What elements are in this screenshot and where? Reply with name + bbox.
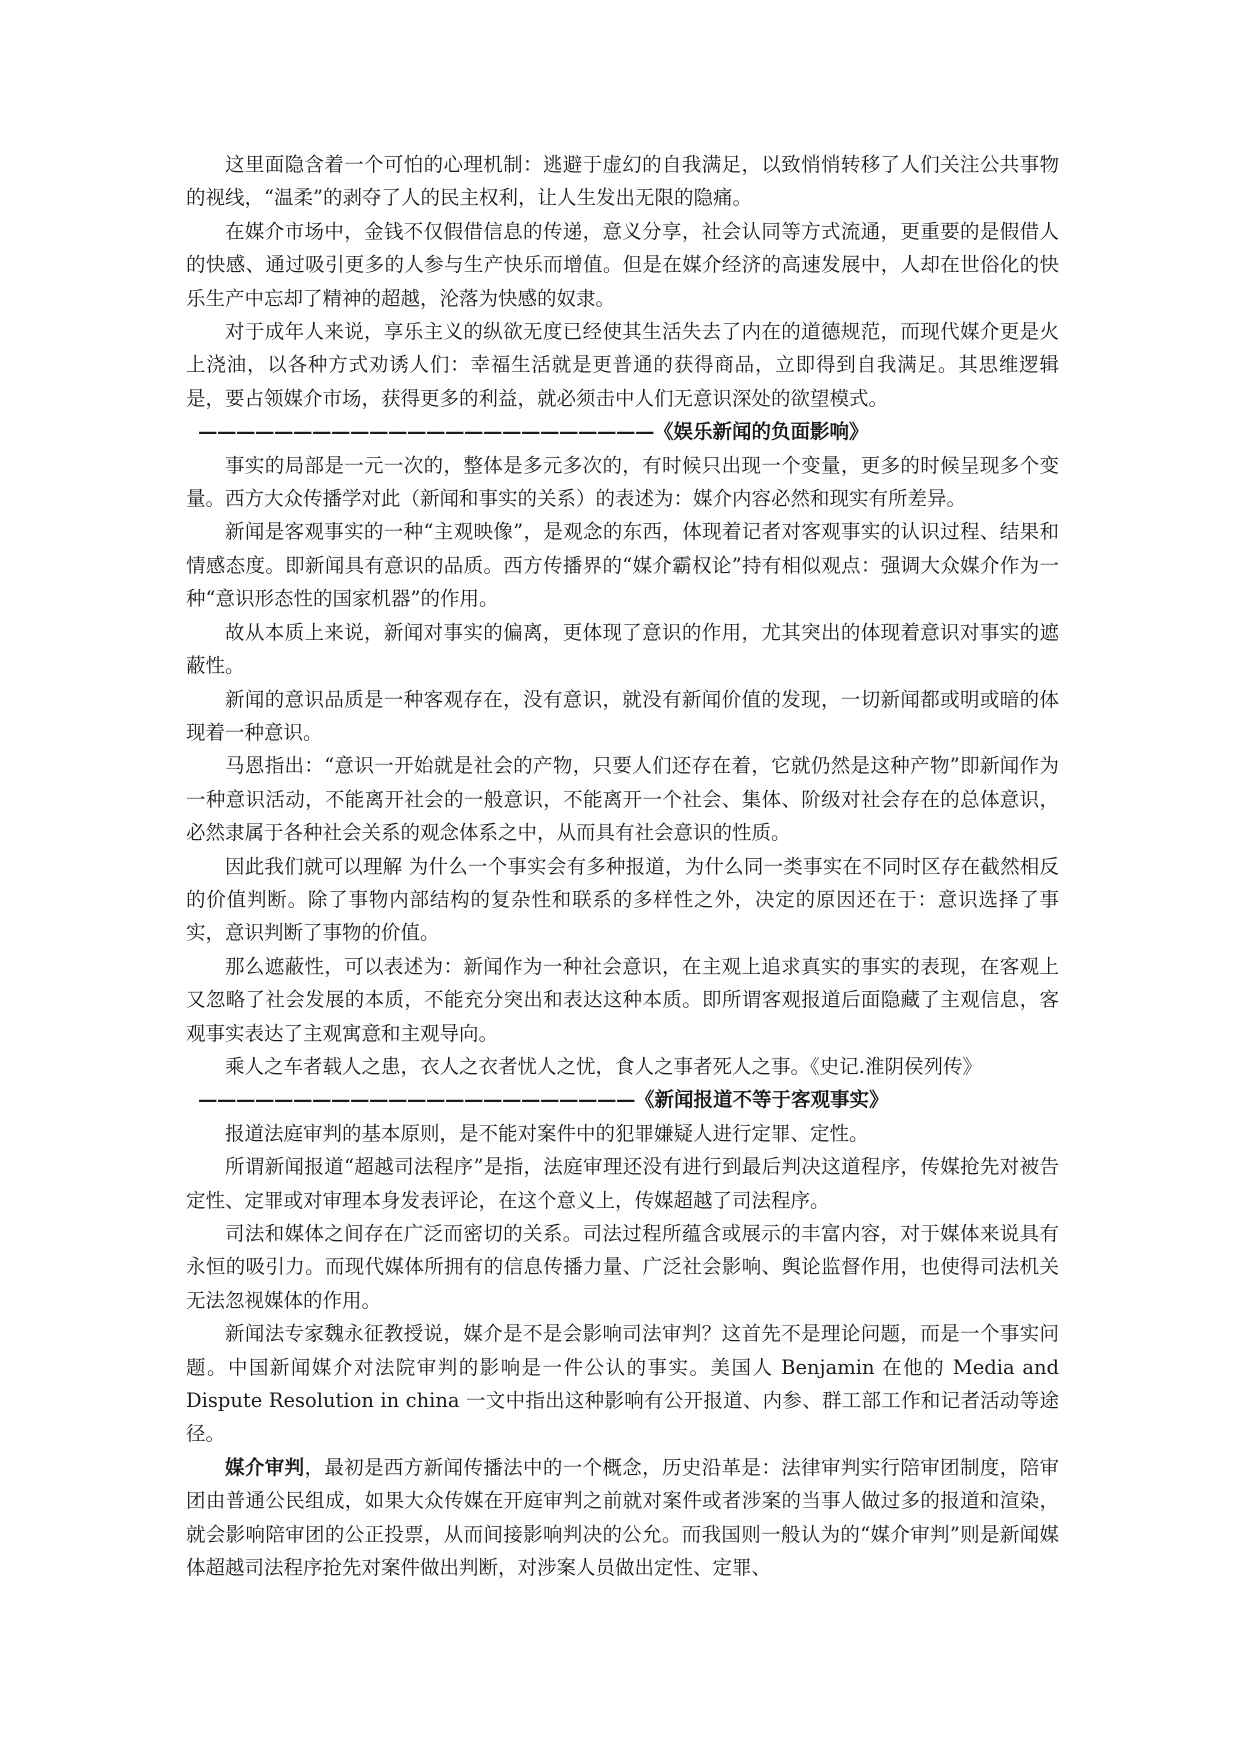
paragraph: 司法和媒体之间存在广泛而密切的关系。司法过程所蕴含或展示的丰富内容，对于媒体来说具有永恒的吸引力。而现代媒体所拥有的信息传播力量、广泛社会影响、舆论监督作用，也使得司法机关无法忽视媒体的作用。 [186,1222,1059,1312]
paragraph: 那么遮蔽性，可以表述为：新闻作为一种社会意识，在主观上追求真实的事实的表现，在客观上又忽略了社会发展的本质，不能充分突出和表达这种本质。即所谓客观报道后面隐藏了主观信息，客观事实表达了主观寓意和主观导向。 [186,954,1059,1045]
paragraph: 在媒介市场中，金钱不仅假借信息的传递，意义分享，社会认同等方式流通，更重要的是假借人的快感、通过吸引更多的人参与生产快乐而增值。但是在媒介经济的高速发展中，人却在世俗化的快乐生产中忘却了精神的超越，沦落为快感的奴隶。 [186,219,1059,310]
bold-term: 媒介审判 [225,1455,305,1479]
paragraph: 因此我们就可以理解 为什么一个事实会有多种报道，为什么同一类事实在不同时区存在截然相反的价值判断。除了事物内部结构的复杂性和联系的多样性之外，决定的原因还在于：意识选择了事实，意识判断了事物的价值。 [186,854,1059,945]
paragraph: 所谓新闻报道“超越司法程序”是指，法庭审理还没有进行到最后判决这道程序，传媒抢先对被告定性、定罪或对审理本身发表评论，在这个意义上，传媒超越了司法程序。 [186,1155,1059,1212]
source-attribution [186,1083,1059,1116]
source-title: 《娱乐新闻的负面影响》 [654,420,869,444]
paragraph: 报道法庭审判的基本原则，是不能对案件中的犯罪嫌疑人进行定罪、定性。 [225,1121,869,1145]
paragraph-text: ，最初是西方新闻传播法中的一个概念，历史沿革是：法律审判实行陪审团制度，陪审团由普通公民组成，如果大众传媒在开庭审判之前就对案件或者涉案的当事人做过多的报道和渲染，就会影响陪审团的公正投票，从而间接影响判决的公允。而我国则一般认为的“媒介审判”则是新闻媒体超越司法程序抢先对案件做出判断，对涉案人员做出定性、定罪、 [186,1455,1059,1580]
paragraph [186,1451,1059,1585]
source-dash: ———————————————————————— [198,420,654,444]
paragraph: 对于成年人来说，享乐主义的纵欲无度已经使其生活失去了内在的道德规范，而现代媒介更是火上浇油，以各种方式劝诱人们：幸福生活就是更普通的获得商品，立即得到自我满足。其思维逻辑是，要占领媒介市场，获得更多的利益，就必须击中人们无意识深处的欲望模式。 [186,320,1059,410]
paragraph: 新闻的意识品质是一种客观存在，没有意识，就没有新闻价值的发现，一切新闻都或明或暗的体现着一种意识。 [186,687,1059,744]
source-dash: ——————————————————————— [198,1088,635,1112]
paragraph: 故从本质上来说，新闻对事实的偏离，更体现了意识的作用，尤其突出的体现着意识对事实的遮蔽性。 [186,620,1059,678]
source-title: 《新闻报道不等于客观事实》 [635,1088,889,1112]
paragraph: 马恩指出：“意识一开始就是社会的产物，只要人们还存在着，它就仍然是这种产物”即新闻作为一种意识活动，不能离开社会的一般意识，不能离开一个社会、集体、阶级对社会存在的总体意识，必然隶属于各种社会关系的观念体系之中，从而具有社会意识的性质。 [186,754,1059,845]
paragraph: 新闻法专家魏永征教授说，媒介是不是会影响司法审判？这首先不是理论问题，而是一个事实问题。中国新闻媒介对法院审判的影响是一件公认的事实。美国人 Benjamin 在他的 Media and Dispute Resolution in china 一文中指出这种影响有公开报道、内参、群工部工作和记者活动等途径。 [186,1322,1059,1446]
paragraph: 事实的局部是一元一次的，整体是多元多次的，有时候只出现一个变量，更多的时候呈现多个变量。西方大众传播学对此（新闻和事实的关系）的表述为：媒介内容必然和现实有所差异。 [186,453,1059,511]
quote-paragraph: 乘人之车者载人之患，衣人之衣者忧人之忧，食人之事者死人之事。《史记.淮阴侯列传》 [225,1054,982,1078]
paragraph: 新闻是客观事实的一种“主观映像”，是观念的东西，体现着记者对客观事实的认识过程、结果和情感态度。即新闻具有意识的品质。西方传播界的“媒介霸权论”持有相似观点：强调大众媒介作为一种“意识形态性的国家机器”的作用。 [186,520,1059,611]
paragraph: 这里面隐含着一个可怕的心理机制：逃避于虚幻的自我满足，以致悄悄转移了人们关注公共事物的视线，“温柔”的剥夺了人的民主权利，让人生发出无限的隐痛。 [186,153,1059,210]
source-attribution [186,415,1059,448]
